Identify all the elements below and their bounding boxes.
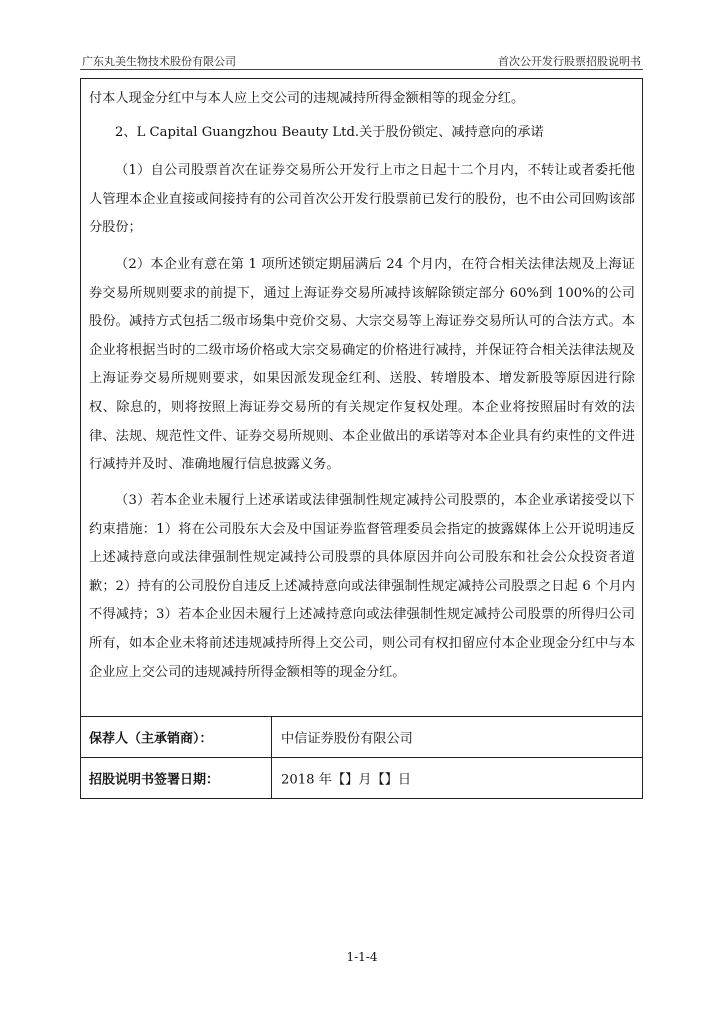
content-table [80,78,643,799]
paragraph-lockup-commitment: （1）自公司股票首次在证券交易所公开发行上市之日起十二个月内，不转让或者委托他人管理本企业直接或间接持有的公司首次公开发行股票前已发行的股份，也不由公司回购该部分股份； [89,163,635,236]
paragraph-l-capital-heading: 2、L Capital Guangzhou Beauty Ltd.关于股份锁定、减持意向的承诺 [115,125,544,140]
page-number: 1-1-4 [346,950,378,964]
paragraph-restraint-measures: （3）若本企业未履行上述承诺或法律强制性规定减持公司股票的，本企业承诺接受以下约束措施：1）将在公司股东大会及中国证券监督管理委员会指定的披露媒体上公开说明违反上述减持意向或法律强制性规定减持公司股票的具体原因并向公司股东和社会公众投资者道歉；2）持有的公司股份自违反上述减持意向或法律强制性规定减持公司股票之日起 6 个月内不得减持；3）若本企业因未履行上述减持意向或法律强制性规定减持公司股票的所得归公司所有，如本企业未将前述违规减持所得上交公司，则公司有权扣留应付本企业现金分红中与本企业应上交公司的违规减持所得金额相等的现金分红。 [89,493,635,680]
commitment-text-cell [81,79,642,716]
header-rule [80,69,643,70]
paragraph-reduction-intention: （2）本企业有意在第 1 项所述锁定期届满后 24 个月内，在符合相关法律法规及上海证券交易所规则要求的前提下，通过上海证券交易所减持该解除锁定部分 60%到 100%的公司股份。减持方式包括二级市场集中竞价交易、大宗交易等上海证券交易所认可的合法方式。本企业将根据当时的二级市场价格或大宗交易确定的价格进行减持，并保证符合相关法律法规及上海证券交易所规则要求，如果因派发现金红利、送股、转增股本、增发新股等原因进行除权、除息的，则将按照上海证券交易所的有关规定作复权处理。本企业将按照届时有效的法律、法规、规范性文件、证券交易所规则、本企业做出的承诺等对本企业具有约束性的文件进行减持并及时、准确地履行信息披露义务。 [89,257,635,473]
sponsor-label: 保荐人（主承销商）： [89,731,213,747]
paragraph-continuation: 付本人现金分红中与本人应上交公司的违规减持所得金额相等的现金分红。 [89,91,525,106]
sponsor-value: 中信证券股份有限公司 [281,731,413,747]
header-document-title: 首次公开发行股票招股说明书 [498,55,641,68]
page-header [80,49,643,67]
signing-date-value: 2018 年【】月【】日 [281,772,412,788]
table-column-divider [271,716,272,799]
table-row-divider [81,757,642,758]
header-company-name: 广东丸美生物技术股份有限公司 [82,55,236,68]
signing-date-label: 招股说明书签署日期： [89,772,220,788]
table-row-divider [81,716,642,717]
